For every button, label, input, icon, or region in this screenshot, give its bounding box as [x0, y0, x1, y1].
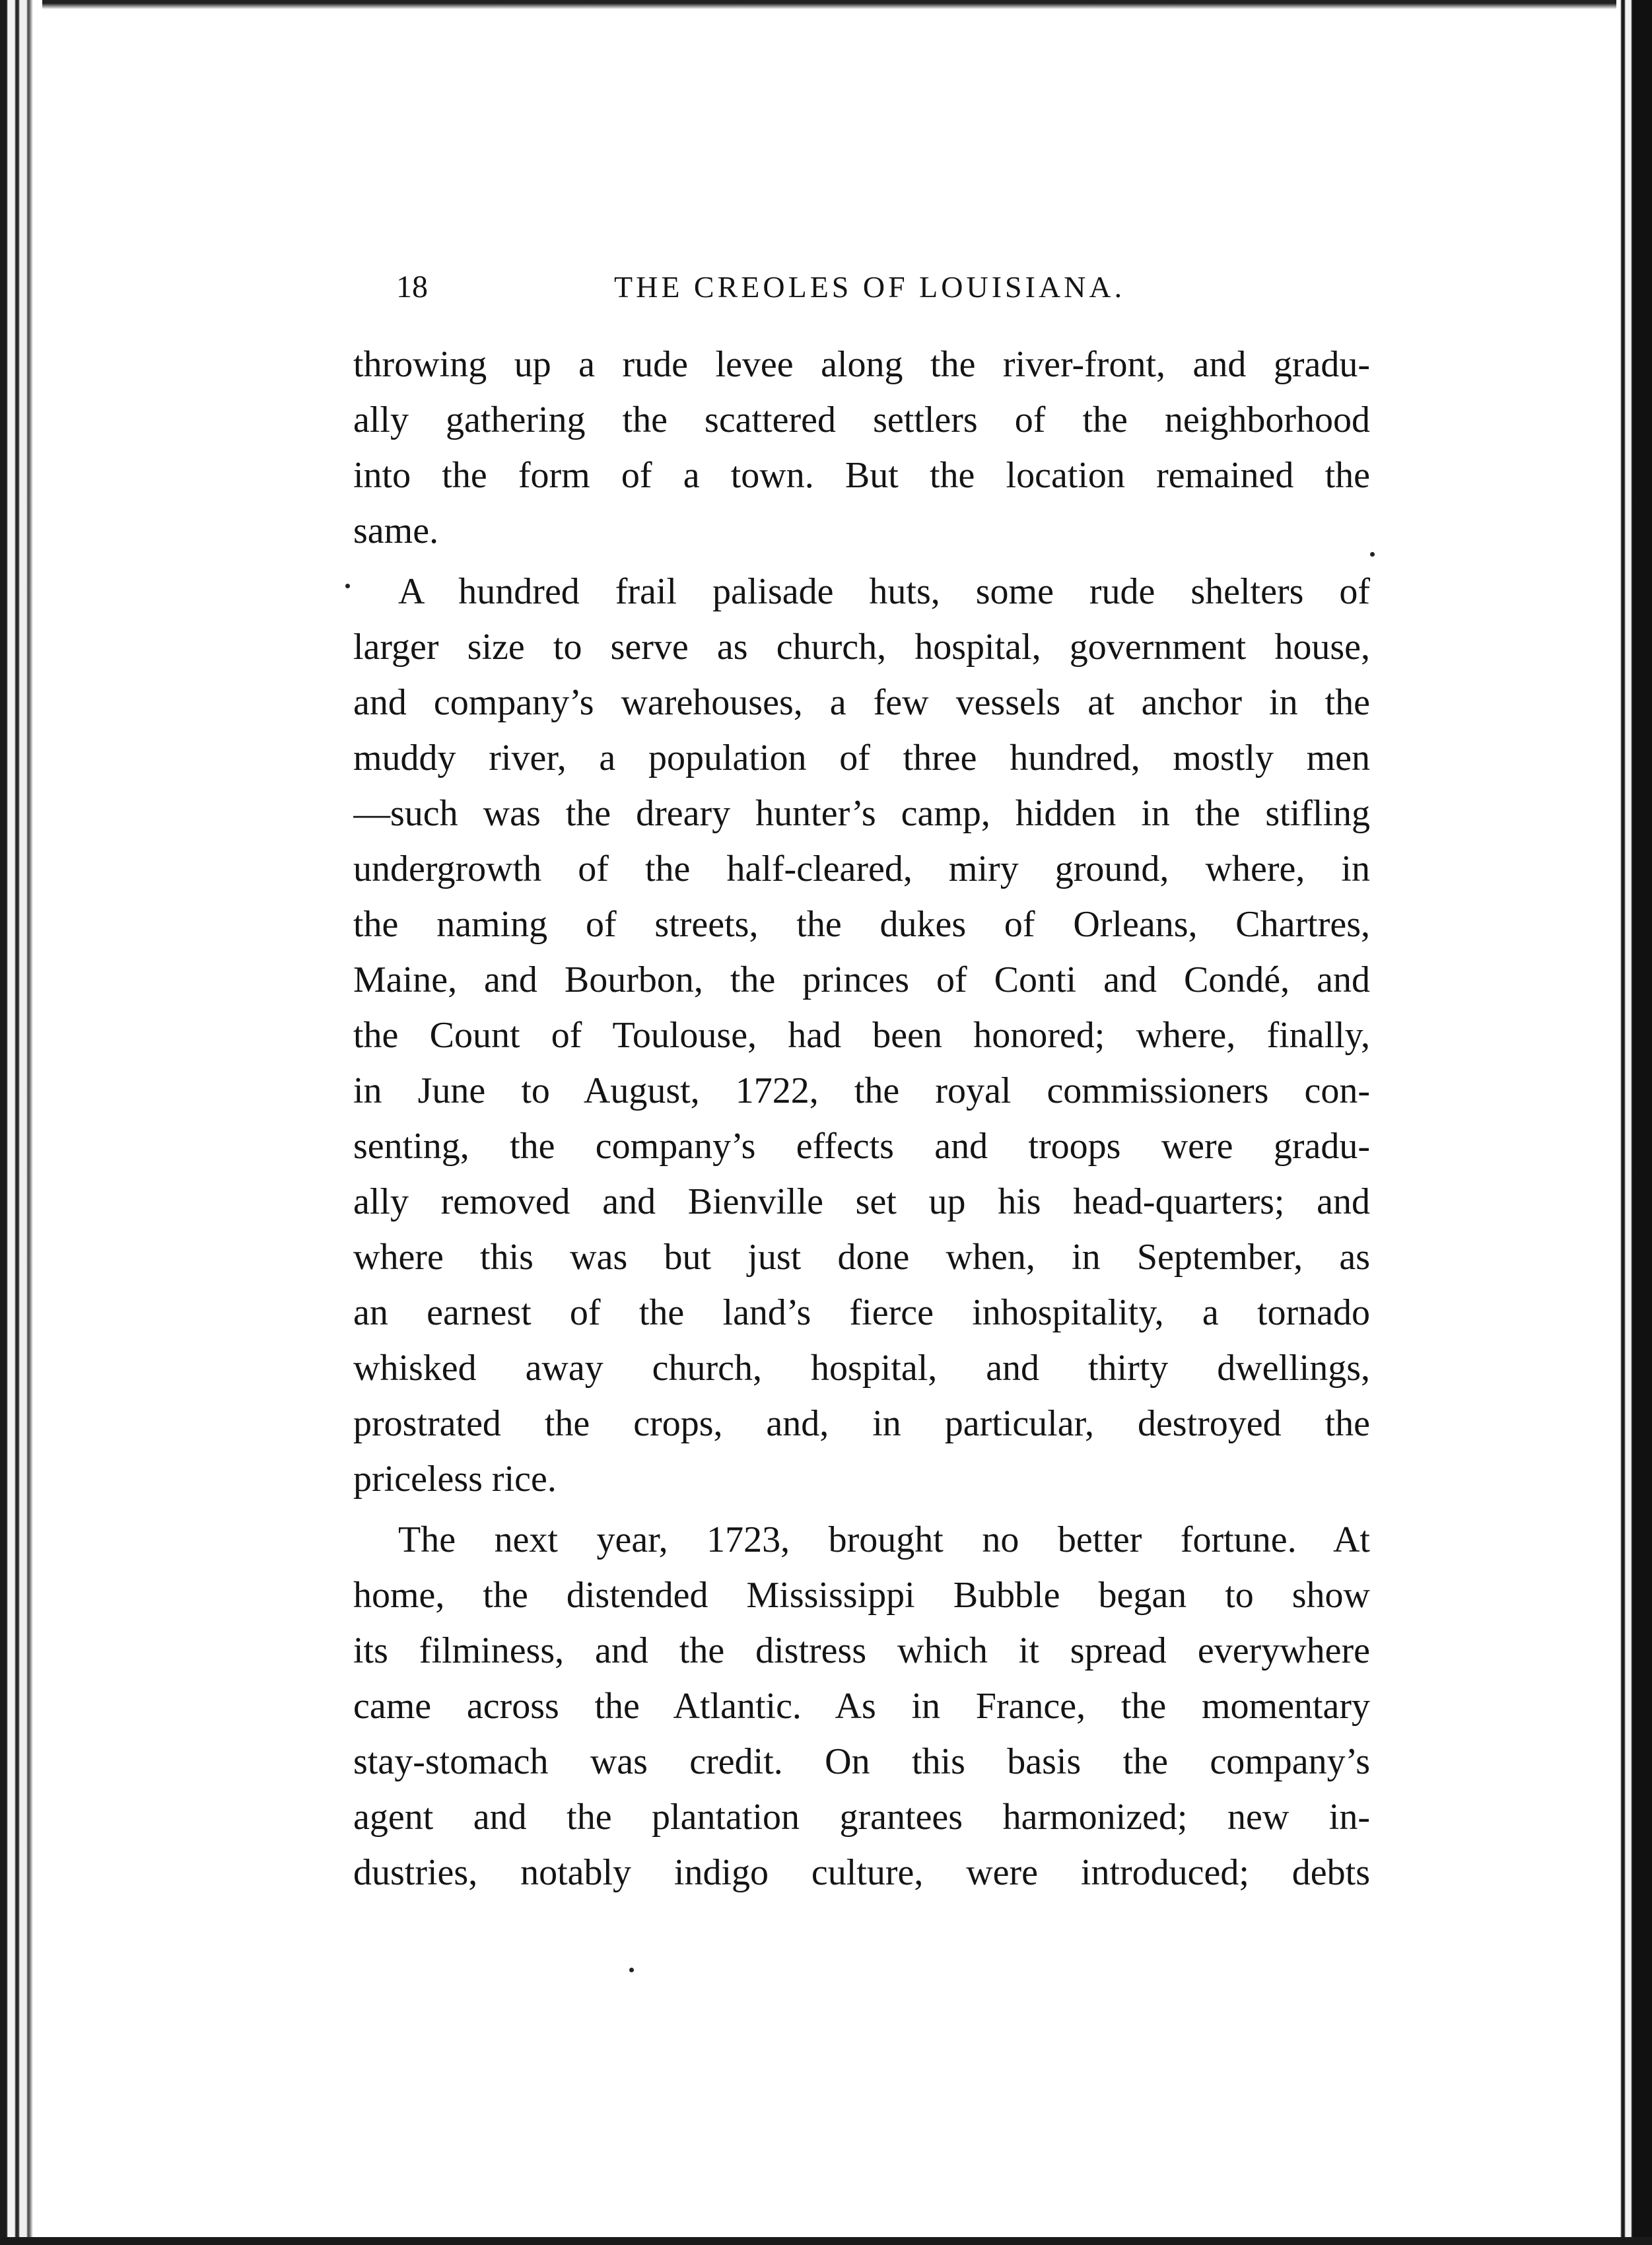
paragraph-3 [353, 1512, 1370, 1900]
running-title: THE CREOLES OF LOUISIANA. [614, 270, 1126, 304]
ink-speck [1370, 552, 1375, 557]
scan-left-edge [0, 0, 42, 2245]
paragraph-1 [353, 337, 1370, 559]
text-line: Maine, and Bourbon, the princes of Conti and Condé, and [353, 959, 1370, 1000]
text-line: its filminess, and the distress which it spread everywhere [353, 1630, 1370, 1671]
text-line: agent and the plantation grantees harmonized; new in- [353, 1797, 1370, 1838]
text-line: throwing up a rude levee along the river-front, and gradu- [353, 344, 1370, 385]
text-line: The next year, 1723, brought no better fortune. At [398, 1519, 1370, 1560]
text-line: home, the distended Mississippi Bubble began to show [353, 1575, 1370, 1616]
body-text [353, 337, 1370, 1900]
text-line: came across the Atlantic. As in France, the momentary [353, 1686, 1370, 1727]
text-line: ally gathering the scattered settlers of the neighborhood [353, 399, 1370, 440]
text-line: and company’s warehouses, a few vessels at anchor in the [353, 682, 1370, 723]
text-line: where this was but just done when, in September, as [353, 1237, 1370, 1278]
text-line: the naming of streets, the dukes of Orleans, Chartres, [353, 904, 1370, 945]
scan-right-edge [1616, 0, 1652, 2245]
text-line: —such was the dreary hunter’s camp, hidden in the stifling [353, 793, 1370, 834]
page-header [396, 261, 1347, 314]
text-line: priceless rice. [353, 1459, 557, 1500]
ink-speck [345, 584, 350, 588]
text-line: an earnest of the land’s fierce inhospitality, a tornado [353, 1292, 1370, 1333]
text-line: senting, the company’s effects and troops were gradu- [353, 1126, 1370, 1167]
ink-speck [629, 1968, 634, 1972]
text-line: larger size to serve as church, hospital, government house, [353, 627, 1370, 668]
page-number: 18 [396, 269, 428, 304]
text-line: ally removed and Bienville set up his head-quarters; and [353, 1181, 1370, 1222]
text-line: into the form of a town. But the location remained the [353, 455, 1370, 496]
text-line: A hundred frail palisade huts, some rude shelters of [398, 571, 1370, 612]
text-line: undergrowth of the half-cleared, miry ground, where, in [353, 848, 1370, 889]
text-line: dustries, notably indigo culture, were introduced; debts [353, 1852, 1370, 1893]
text-line: muddy river, a population of three hundred, mostly men [353, 738, 1370, 778]
paragraph-2 [353, 564, 1370, 1507]
text-line: prostrated the crops, and, in particular, destroyed the [353, 1403, 1370, 1444]
text-line: stay-stomach was credit. On this basis the company’s [353, 1741, 1370, 1782]
scan-bottom-edge [0, 2237, 1652, 2245]
text-line: in June to August, 1722, the royal commissioners con- [353, 1070, 1370, 1111]
text-line: same. [353, 510, 439, 551]
text-line: whisked away church, hospital, and thirty dwellings, [353, 1348, 1370, 1389]
scan-top-edge [0, 0, 1652, 11]
text-line: the Count of Toulouse, had been honored; where, finally, [353, 1015, 1370, 1056]
